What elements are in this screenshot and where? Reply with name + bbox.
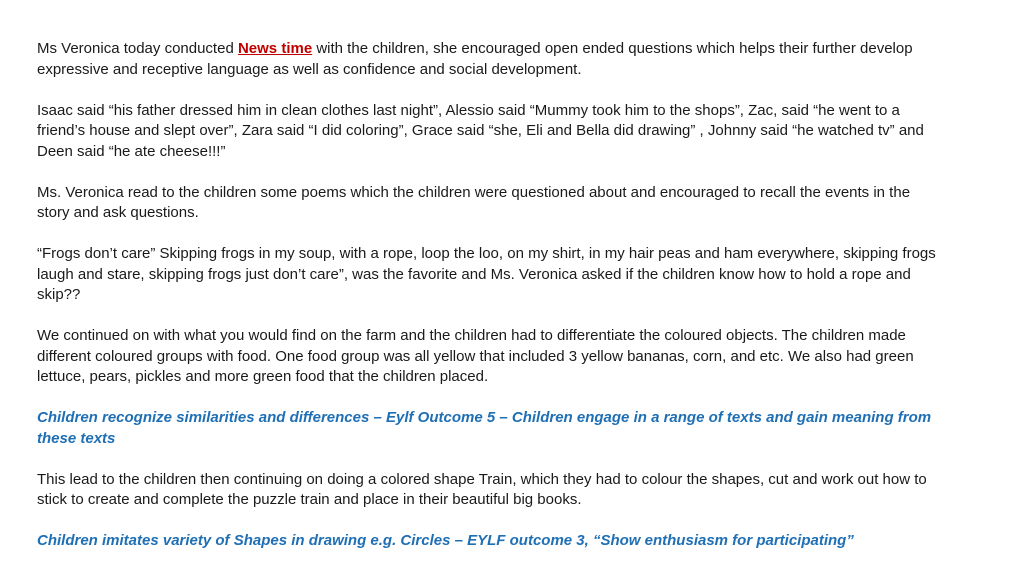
- paragraph-children-quotes: Isaac said “his father dressed him in clean clothes last night”, Alessio said “Mummy took him to the shops”, Zac, said “he went to a friend’s house and slept over”, Zara said “I did coloring”, Grace said “she, Eli and Bella did drawing” , Johnny said “he watched tv” and Deen said “he ate cheese!!!”: [37, 101, 924, 160]
- paragraph-frogs-poem: “Frogs don’t care” Skipping frogs in my soup, with a rope, loop the loo, on my shirt, in my hair peas and ham everywhere, skipping frogs laugh and stare, skipping frogs just don’t care”, was the favorite and Ms. Veronica asked if the children know how to hold a rope and skip??: [37, 245, 936, 303]
- paragraph-shape-train: This lead to the children then continuing on doing a colored shape Train, which they had to colour the shapes, cut and work out how to stick to create and complete the puzzle train and place in their beautiful big books.: [37, 470, 927, 508]
- outcome-statement-eylf-5: Children recognize similarities and differences – Eylf Outcome 5 – Children engage in a range of texts and gain meaning from these texts: [37, 409, 932, 447]
- paragraph-news-time: [37, 39, 937, 80]
- paragraph-poems: Ms. Veronica read to the children some poems which the children were questioned about and encouraged to recall the events in the story and ask questions.: [37, 183, 911, 221]
- paragraph-text: with the children, she encouraged open ended questions which helps their further develop expressive and receptive language as well as confidence and social development.: [37, 40, 913, 78]
- paragraph-text: Ms Veronica today conducted: [37, 40, 238, 57]
- outcome-statement-eylf-3: Children imitates variety of Shapes in drawing e.g. Circles – EYLF outcome 3, “Show enthusiasm for participating”: [37, 532, 854, 549]
- news-time-link[interactable]: News time: [237, 40, 313, 57]
- paragraph-farm-food: We continued on with what you would find on the farm and the children had to differentiate the coloured objects. The children made different coloured groups with food. One food group was all yellow that included 3 yellow bananas, corn, and etc. We also had green lettuce, pears, pickles and more green food that the children placed.: [37, 327, 914, 385]
